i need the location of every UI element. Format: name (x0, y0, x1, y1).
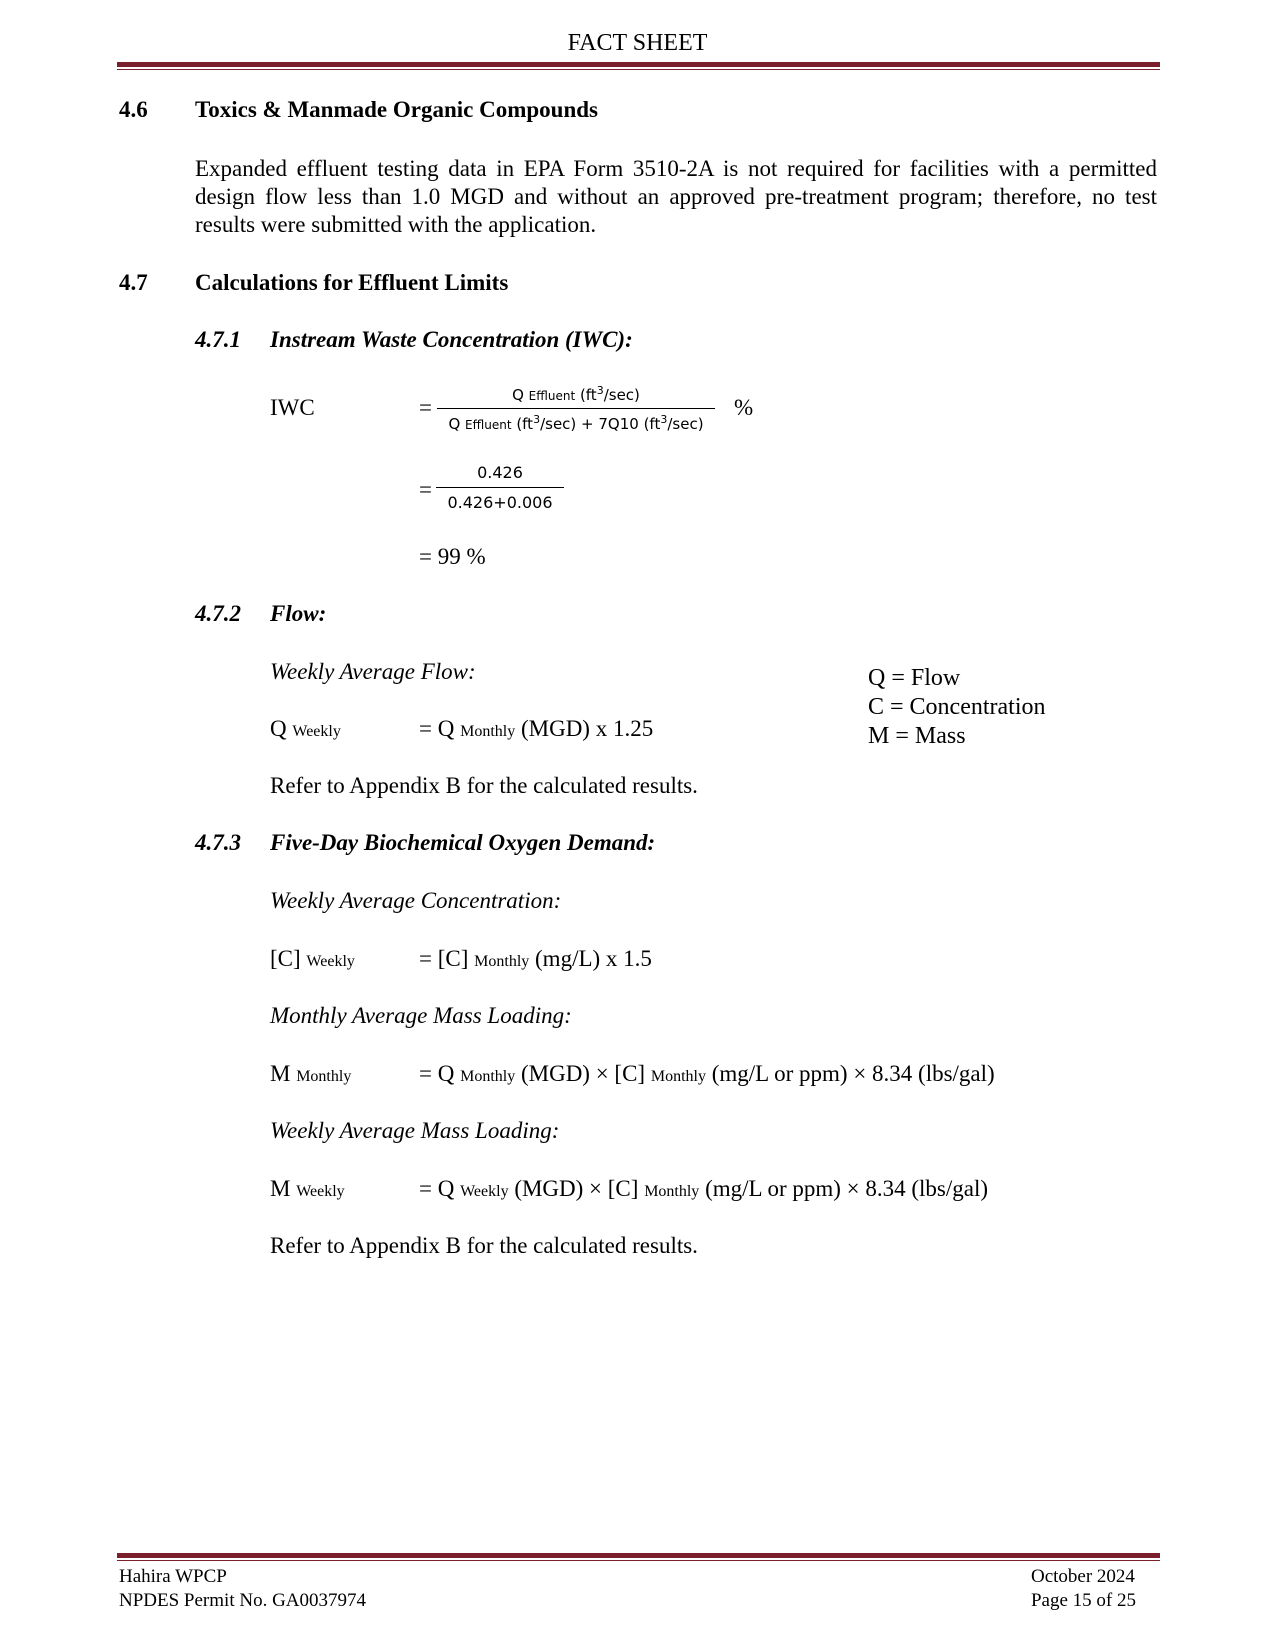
m-monthly-subscript: Monthly (296, 1068, 352, 1085)
iwc-calc-numerator: 0.426 (477, 463, 523, 482)
iwc-percent-sign: % (734, 395, 754, 420)
q-weekly-main: Q (270, 716, 287, 741)
iwc-result: = 99 % (419, 544, 486, 569)
m-monthly-eq-c: (mg/L or ppm) × 8.34 (lbs/gal) (705, 1061, 995, 1086)
section-title: Calculations for Effluent Limits (195, 270, 509, 295)
q-weekly-term (270, 716, 341, 742)
page-header-title: FACT SHEET (567, 30, 708, 56)
denominator-middle: /sec) + 7Q10 (ft (540, 415, 661, 433)
c-eq-part1: = [C] (419, 946, 469, 971)
iwc-formula-denominator (437, 409, 715, 433)
footer-date: October 2024 (1030, 1566, 1135, 1587)
m-weekly-eq-a-subscript: Weekly (460, 1183, 509, 1200)
m-weekly-main: M (270, 1176, 291, 1201)
weekly-average-concentration-label: Weekly Average Concentration: (270, 888, 562, 913)
footer-rule-thin (117, 1560, 1160, 1561)
c-eq-subscript: Monthly (474, 953, 530, 970)
eq-subscript: Monthly (460, 723, 516, 740)
section-heading-4-7-1 (195, 327, 1095, 357)
denominator-subscript: Effluent (465, 418, 512, 432)
m-weekly-equation (419, 1176, 988, 1202)
m-monthly-eq-b-subscript: Monthly (650, 1068, 706, 1085)
denominator-middle-sup: 3 (660, 413, 668, 426)
monthly-average-mass-loading-label: Monthly Average Mass Loading: (270, 1003, 572, 1028)
section-number: 4.6 (119, 97, 148, 122)
m-monthly-eq-a: = Q (419, 1061, 455, 1086)
m-weekly-eq-b-subscript: Monthly (644, 1183, 700, 1200)
iwc-equals: = (419, 395, 432, 420)
weekly-average-flow-label: Weekly Average Flow: (270, 659, 476, 684)
weekly-average-mass-loading-label: Weekly Average Mass Loading: (270, 1118, 560, 1143)
section-number: 4.7.3 (195, 830, 241, 855)
header-rule-thick (117, 62, 1160, 67)
m-monthly-eq-a-subscript: Monthly (460, 1068, 516, 1085)
m-monthly-equation (419, 1061, 995, 1087)
iwc-calc-equals: = (419, 477, 432, 502)
section-title: Five-Day Biochemical Oxygen Demand: (270, 830, 656, 855)
m-weekly-term (270, 1176, 345, 1202)
m-weekly-eq-c: (mg/L or ppm) × 8.34 (lbs/gal) (699, 1176, 989, 1201)
eq-part2: (MGD) x 1.25 (515, 716, 654, 741)
numerator-q: Q (512, 386, 524, 404)
iwc-calc-fraction (436, 463, 564, 512)
section-title: Toxics & Manmade Organic Compounds (195, 97, 598, 122)
numerator-units: (ft (579, 386, 597, 404)
iwc-label: IWC (270, 395, 315, 420)
section-heading-4-6 (119, 97, 1119, 127)
c-weekly-equation (419, 946, 652, 972)
section-number: 4.7.2 (195, 601, 241, 626)
legend-item-q: Q = Flow (868, 665, 961, 691)
section-number: 4.7.1 (195, 327, 241, 352)
eq-part1: = Q (419, 716, 455, 741)
m-monthly-term (270, 1061, 351, 1087)
denominator-units-sup: 3 (533, 413, 541, 426)
section-title: Flow: (270, 601, 327, 626)
iwc-formula-numerator (437, 384, 715, 408)
footer-facility-name: Hahira WPCP (119, 1566, 227, 1587)
c-weekly-subscript: Weekly (306, 953, 355, 970)
numerator-subscript: Effluent (528, 389, 576, 403)
denominator-units: (ft (516, 415, 534, 433)
footer-left (119, 1565, 366, 1613)
q-weekly-subscript: Weekly (292, 723, 341, 740)
iwc-formula-fraction (437, 384, 715, 433)
legend-item-c: C = Concentration (868, 694, 1046, 720)
section-heading-4-7-2 (195, 601, 1095, 631)
section-heading-4-7 (119, 270, 1119, 300)
footer-page-number: Page 15 of 25 (1030, 1590, 1136, 1611)
m-monthly-eq-b: (MGD) × [C] (515, 1061, 646, 1086)
c-weekly-term (270, 946, 355, 972)
bod-refer-appendix: Refer to Appendix B for the calculated results. (270, 1233, 698, 1258)
m-weekly-eq-b: (MGD) × [C] (508, 1176, 639, 1201)
legend-item-m: M = Mass (868, 723, 966, 749)
numerator-units-end: /sec) (603, 386, 640, 404)
iwc-calc-denominator: 0.426+0.006 (447, 493, 553, 512)
flow-refer-appendix: Refer to Appendix B for the calculated results. (270, 773, 698, 798)
section-heading-4-7-3 (195, 830, 1095, 860)
numerator-units-sup: 3 (596, 384, 604, 397)
header-rule-thin (117, 69, 1160, 70)
footer-permit-number: NPDES Permit No. GA0037974 (119, 1590, 367, 1611)
section-number: 4.7 (119, 270, 148, 295)
m-monthly-main: M (270, 1061, 291, 1086)
section-4-6-paragraph: Expanded effluent testing data in EPA Form 3510-2A is not required for facilities with a permitted design flow less than 1.0 MGD and without an approved pre-treatment program; therefore, no test results were submitted with the application. (195, 156, 1157, 237)
variable-legend (868, 664, 1046, 751)
q-weekly-equation (419, 716, 653, 742)
footer-rule-thick (117, 1553, 1160, 1558)
m-weekly-subscript: Weekly (296, 1183, 345, 1200)
denominator-end: /sec) (667, 415, 704, 433)
c-weekly-main: [C] (270, 946, 301, 971)
c-eq-part2: (mg/L) x 1.5 (529, 946, 652, 971)
section-title: Instream Waste Concentration (IWC): (270, 327, 633, 352)
denominator-q: Q (448, 415, 461, 433)
footer-right (1031, 1565, 1136, 1613)
m-weekly-eq-a: = Q (419, 1176, 455, 1201)
